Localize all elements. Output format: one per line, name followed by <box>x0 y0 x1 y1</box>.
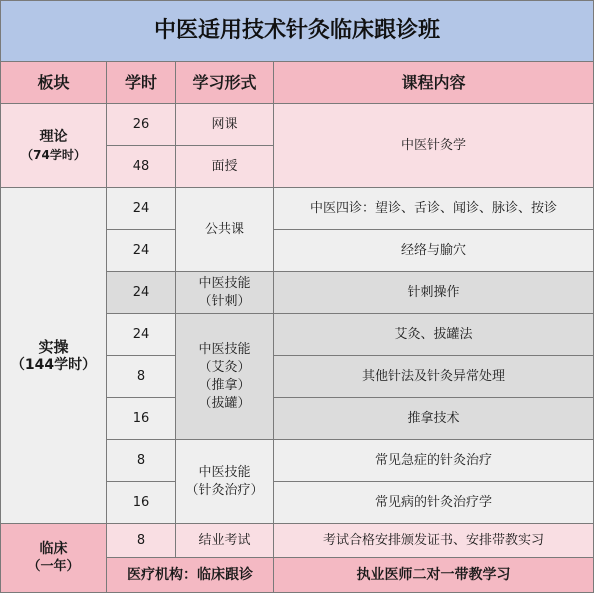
clinical-name: 临床 <box>39 541 68 557</box>
header-form: 学习形式 <box>176 62 274 104</box>
practice-row-4-hours: 24 <box>107 314 176 356</box>
practice-row-6-hours: 16 <box>107 398 176 440</box>
theory-row-2-form: 面授 <box>176 146 274 188</box>
header-content: 课程内容 <box>274 62 594 104</box>
practice-row-2-hours: 24 <box>107 230 176 272</box>
theory-row-1-form: 网课 <box>176 104 274 146</box>
practice-form-needle-line-2: （针刺） <box>198 293 251 309</box>
clinical-hours-label: （一年） <box>27 559 80 574</box>
practice-row-7-content: 常见急症的针灸治疗 <box>274 440 594 482</box>
practice-row-1-content: 中医四诊：望诊、舌诊、闻诊、脉诊、按诊 <box>274 188 594 230</box>
practice-row-1-hours: 24 <box>107 188 176 230</box>
practice-row-5-content: 其他针法及针灸异常处理 <box>274 356 594 398</box>
practice-form-treatment-line-1: 中医技能 <box>198 464 251 480</box>
practice-form-moxa-line-2: （艾灸） <box>198 359 251 375</box>
practice-row-6-content: 推拿技术 <box>274 398 594 440</box>
practice-form-moxa-line-3: （推拿） <box>198 377 251 393</box>
theory-hours-label: （74学时） <box>21 147 86 162</box>
practice-form-needle <box>176 272 274 314</box>
header-block: 板块 <box>0 62 107 104</box>
practice-name: 实操 <box>38 337 69 356</box>
practice-form-treatment <box>176 440 274 524</box>
practice-row-8-hours: 16 <box>107 482 176 524</box>
clinical-mentorship: 执业医师二对一带教学习 <box>274 558 594 593</box>
clinical-exam-form: 结业考试 <box>176 524 274 558</box>
practice-form-needle-line-1: 中医技能 <box>198 275 251 291</box>
practice-row-2-content: 经络与腧穴 <box>274 230 594 272</box>
clinical-exam-hours: 8 <box>107 524 176 558</box>
table-title: 中医适用技术针灸临床跟诊班 <box>0 0 594 62</box>
practice-hours-label: （144学时） <box>10 356 97 373</box>
clinical-institution: 医疗机构：临床跟诊 <box>107 558 274 593</box>
practice-row-8-content: 常见病的针灸治疗学 <box>274 482 594 524</box>
theory-row-2-hours: 48 <box>107 146 176 188</box>
clinical-exam-content: 考试合格安排颁发证书、安排带教实习 <box>274 524 594 558</box>
header-hours: 学时 <box>107 62 176 104</box>
practice-form-moxa-line-4: （拔罐） <box>198 395 251 411</box>
clinical-block <box>0 524 107 593</box>
practice-form-treatment-line-2: （针灸治疗） <box>185 482 264 498</box>
practice-block <box>0 188 107 524</box>
theory-row-1-hours: 26 <box>107 104 176 146</box>
theory-content: 中医针灸学 <box>274 104 594 188</box>
practice-form-moxa-line-1: 中医技能 <box>198 341 251 357</box>
practice-row-7-hours: 8 <box>107 440 176 482</box>
practice-row-3-content: 针刺操作 <box>274 272 594 314</box>
practice-row-5-hours: 8 <box>107 356 176 398</box>
practice-form-public: 公共课 <box>176 188 274 272</box>
practice-form-moxa <box>176 314 274 440</box>
theory-name: 理论 <box>39 128 68 145</box>
practice-row-4-content: 艾灸、拔罐法 <box>274 314 594 356</box>
practice-row-3-hours: 24 <box>107 272 176 314</box>
theory-block <box>0 104 107 188</box>
